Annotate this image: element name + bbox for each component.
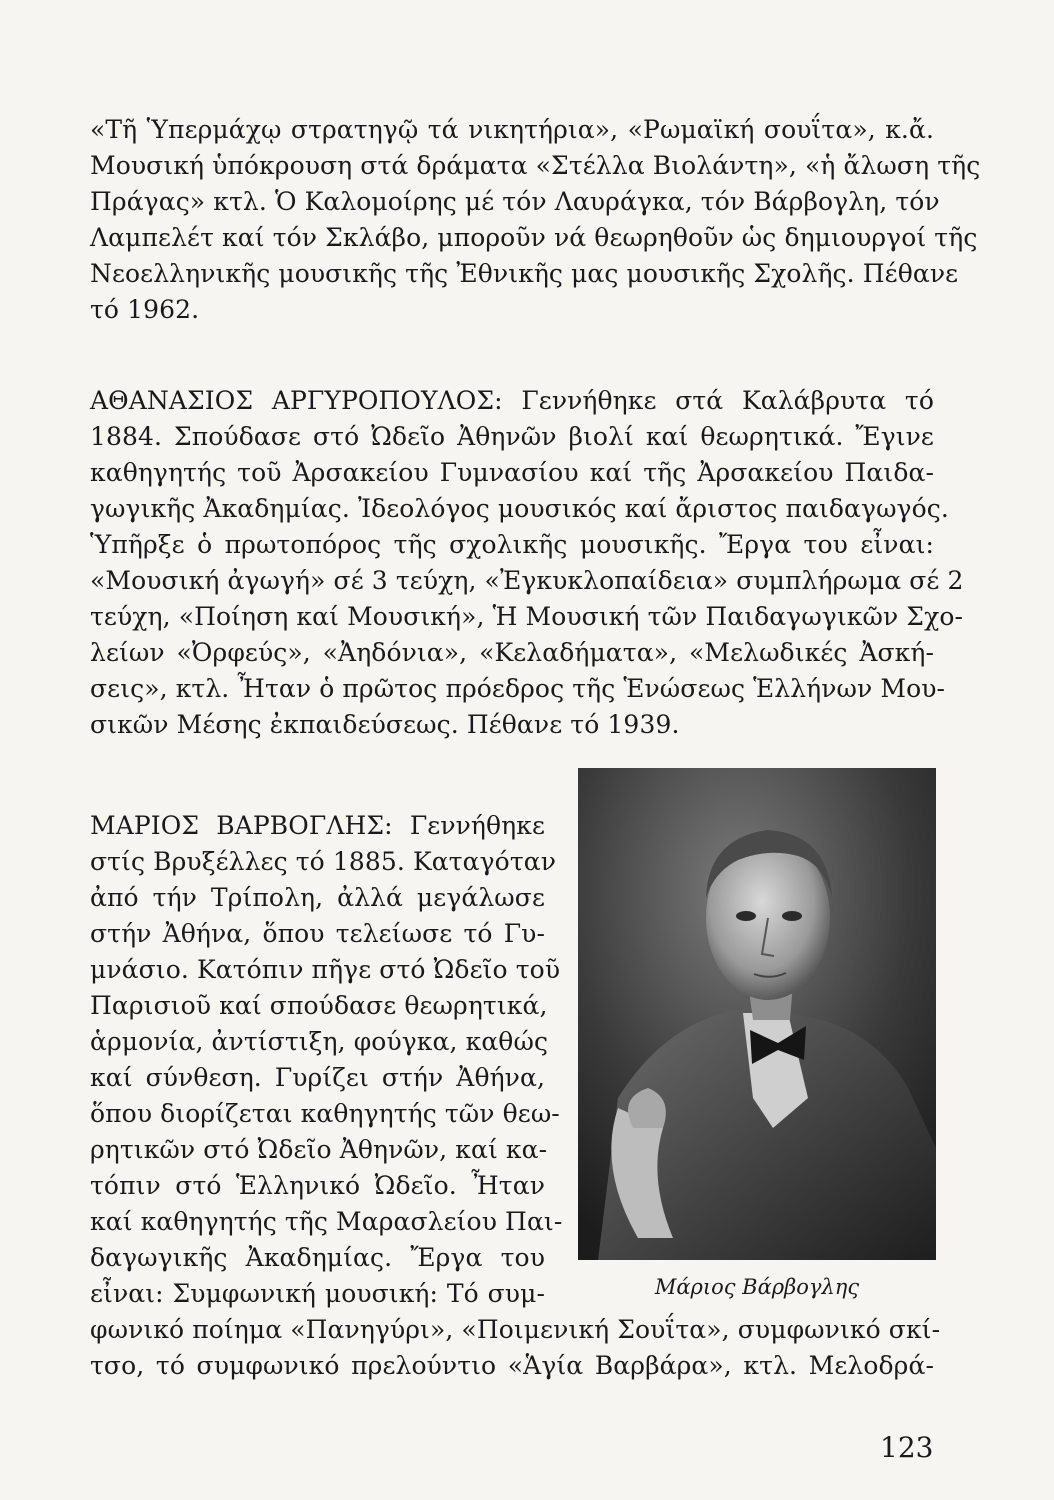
text-line: καί σύνθεση. Γυρίζει στήν Ἀθήνα, (90, 1063, 545, 1092)
text-line: «Τῆ Ὑπερμάχῳ στρατηγῷ τά νικητήρια», «Ρωμαϊκή σουΐτα», κ.ἄ. (90, 115, 934, 144)
text-line: εἶναι: Συμφωνική μουσική: Τό συμ- (90, 1279, 545, 1308)
text-line: στίς Βρυξέλλες τό 1885. Καταγόταν (90, 847, 557, 876)
text-line: Ὑπῆρξε ὁ πρωτοπόρος τῆς σχολικῆς μουσικῆς. Ἔργα του εἶναι: (90, 530, 934, 559)
text-line: ἁρμονία, ἀντίστιξη, φούγκα, καθώς (90, 1027, 549, 1056)
text-line: Μουσική ὑπόκρουση στά δράματα «Στέλλα Βιολάντη», «ἡ ἄλωση τῆς (90, 151, 981, 180)
text-line: καί καθηγητής τῆς Μαρασλείου Παι- (90, 1207, 563, 1236)
text-line: τεύχη, «Ποίηση καί Μουσική», Ἡ Μουσική τῶν Παιδαγωγικῶν Σχο- (90, 602, 964, 631)
text-line: λείων «Ὀρφεύς», «Ἀηδόνια», «Κελαδήματα», «Μελωδικές Ἀσκή- (90, 638, 934, 667)
text-line: ρητικῶν στό Ὠδεῖο Ἀθηνῶν, καί κα- (90, 1135, 548, 1164)
text-line: 1884. Σπούδασε στό Ὠδεῖο Ἀθηνῶν βιολί καί θεωρητικά. Ἔγινε (90, 422, 934, 451)
text-line: γωγικῆς Ἀκαδημίας. Ἰδεολόγος μουσικός καί ἄριστος παιδαγωγός. (90, 494, 949, 523)
text-line: Παρισιοῦ καί σπούδασε θεωρητικά, (90, 991, 548, 1020)
text-line: σικῶν Μέσης ἐκπαιδεύσεως. Πέθανε τό 1939. (90, 710, 680, 739)
text-line: φωνικό ποίημα «Πανηγύρι», «Ποιμενική Σουΐτα», συμφωνικό σκί- (90, 1315, 941, 1344)
text-line: τσο, τό συμφωνικό πρελούντιο «Ἁγία Βαρβάρα», κτλ. Μελοδρά- (90, 1351, 934, 1380)
page-number: 123 (880, 1431, 934, 1464)
text-line: τό 1962. (90, 295, 200, 324)
text-line-heading: ΜΑΡΙΟΣ ΒΑΡΒΟΓΛΗΣ: Γεννήθηκε (90, 811, 545, 840)
text-line: ὅπου διορίζεται καθηγητής τῶν θεω- (90, 1099, 560, 1128)
text-line: Πράγας» κτλ. Ὁ Καλομοίρης μέ τόν Λαυράγκα, τόν Βάρβογλη, τόν (90, 187, 940, 216)
portrait-image (578, 768, 936, 1260)
text-line: τόπιν στό Ἑλληνικό Ὠδεῖο. Ἦταν (90, 1171, 545, 1200)
text-line: Νεοελληνικῆς μουσικῆς τῆς Ἐθνικῆς μας μουσικῆς Σχολῆς. Πέθανε (90, 259, 959, 288)
text-line: δαγωγικῆς Ἀκαδημίας. Ἔργα του (90, 1243, 545, 1272)
portrait-photo (578, 768, 936, 1260)
text-line: στήν Ἀθήνα, ὅπου τελείωσε τό Γυ- (90, 919, 545, 948)
text-line: καθηγητής τοῦ Ἀρσακείου Γυμνασίου καί τῆς Ἀρσακείου Παιδα- (90, 458, 934, 487)
text-line-heading: ΑΘΑΝΑΣΙΟΣ ΑΡΓΥΡΟΠΟΥΛΟΣ: Γεννήθηκε στά Καλάβρυτα τό (90, 386, 934, 415)
text-line: Λαμπελέτ καί τόν Σκλάβο, μποροῦν νά θεωρηθοῦν ὡς δημιουργοί τῆς (90, 223, 978, 252)
text-line: «Μουσική ἀγωγή» σέ 3 τεύχη, «Ἐγκυκλοπαίδεια» συμπλήρωμα σέ 2 (90, 566, 964, 595)
photo-caption: Μάριος Βάρβογλης (654, 1275, 860, 1299)
text-line: σεις», κτλ. Ἦταν ὁ πρῶτος πρόεδρος τῆς Ἑνώσεως Ἑλλήνων Μου- (90, 674, 946, 703)
text-line: μνάσιο. Κατόπιν πῆγε στό Ὠδεῖο τοῦ (90, 955, 561, 984)
text-line: ἀπό τήν Τρίπολη, ἀλλά μεγάλωσε (90, 883, 545, 912)
